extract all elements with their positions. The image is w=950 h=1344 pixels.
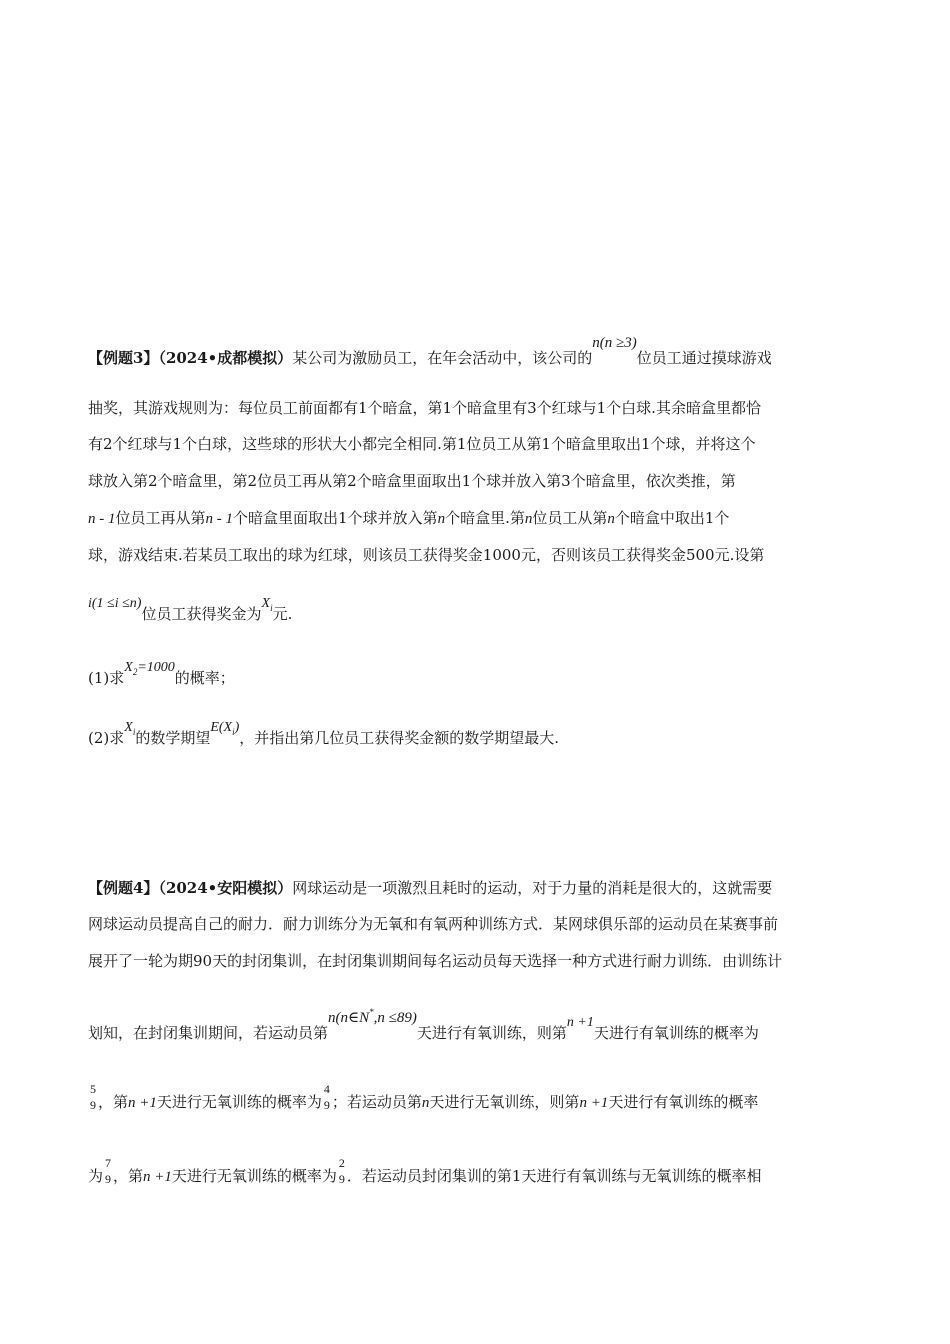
- q2-expectation: [210, 720, 239, 735]
- ex3-line-2: 抽奖，其游戏规则为：每位员工前面都有1个暗盒，第1个暗盒里有3个红球与1个白球.其余暗盒里都恰: [88, 399, 761, 417]
- ex4-text: 为: [88, 1167, 104, 1185]
- ex3-math-n-minus-1b: n - 1: [205, 511, 234, 527]
- ex4-line-5: [88, 1082, 868, 1118]
- q2-text: 的数学期望: [135, 729, 211, 747]
- ex3-line-4: 球放入第2个暗盒里，第2位员工再从第2个暗盒里面取出1个球并放入第3个暗盒里，依次类推，第: [88, 472, 736, 490]
- q2-label: (2)求: [88, 729, 125, 747]
- ex4-math: n(n∈N: [328, 1010, 370, 1026]
- frac-num: 2: [338, 1156, 345, 1170]
- ex3-x-sub: i: [270, 603, 273, 613]
- frac-num: 5: [90, 1082, 96, 1096]
- ex3-text: 位员工获得奖金为: [141, 605, 262, 623]
- q2-text-tail: ，并指出第几位员工获得奖金额的数学期望最大.: [239, 729, 560, 747]
- ex3-line-7: [88, 596, 868, 630]
- ex4-line-4: [88, 1007, 868, 1045]
- ex4-text: ．若运动员封闭集训的第1天进行有氧训练与无氧训练的概率相: [346, 1167, 762, 1185]
- fraction-5-9: [90, 1082, 96, 1112]
- ex3-math-n: n: [437, 511, 446, 527]
- q2-xi: [124, 720, 135, 735]
- ex3-i-range: i(1 ≤i ≤n): [88, 596, 142, 611]
- ex3-tag: 【例题3】: [88, 349, 159, 367]
- q1-eq: =1000: [137, 660, 175, 675]
- ex4-text: 天进行有氧训练的概率为: [593, 1024, 759, 1042]
- ex3-line-6: 球，游戏结束.若某员工取出的球为红球，则该员工获得奖金1000元，否则该员工获得奖金500元.设第: [88, 546, 765, 564]
- q1-x-sub: 2: [132, 667, 138, 677]
- ex4-tag: 【例题4】: [88, 879, 159, 897]
- ex4-text: 天进行无氧训练，则第: [429, 1093, 580, 1111]
- ex4-source: （2024•安阳模拟）: [158, 879, 293, 897]
- ex4-text: ，第: [98, 1093, 129, 1111]
- ex4-line-6: [88, 1156, 868, 1192]
- fraction-7-9: [105, 1156, 111, 1186]
- ex4-text: 天进行无氧训练的概率为: [156, 1093, 322, 1111]
- q2-x-sub: i: [132, 727, 136, 737]
- ex3-text: 位员工再从第: [115, 509, 206, 527]
- ex3-question-2: [88, 720, 868, 754]
- ex3-line-1: [88, 335, 868, 369]
- fraction-4-9: [324, 1082, 330, 1112]
- ex4-text: 天进行有氧训练，则第: [416, 1024, 567, 1042]
- frac-den: 9: [105, 1172, 112, 1186]
- q2-x: X: [124, 720, 133, 735]
- ex3-text: 个暗盒里.第: [445, 509, 525, 527]
- q1-x2: [124, 660, 175, 675]
- ex3-intro-tail: 位员工通过摸球游戏: [636, 349, 772, 367]
- q1-label: (1)求: [88, 669, 125, 687]
- frac-den: 9: [338, 1172, 345, 1186]
- frac-den: 9: [90, 1098, 96, 1112]
- q2-e: E(X: [210, 720, 233, 735]
- ex4-n-plus-1: n +1: [579, 1095, 609, 1111]
- ex4-n-condition: [328, 1007, 417, 1026]
- ex4-text: ；若运动员第: [331, 1093, 422, 1111]
- ex3-text: 位员工从第: [532, 509, 608, 527]
- fraction-2-9: [339, 1156, 345, 1186]
- q2-e-sub: i: [232, 727, 235, 737]
- q1-text: 的概率；: [174, 669, 235, 687]
- frac-num: 7: [105, 1156, 112, 1170]
- ex4-line-2: 网球运动员提高自己的耐力．耐力训练分为无氧和有氧两种训练方式．某网球俱乐部的运动员在某赛事前: [88, 915, 779, 933]
- ex4-n-plus-1: n +1: [143, 1169, 172, 1185]
- ex4-text: 网球运动是一项激烈且耗时的运动，对于力量的消耗是很大的，这就需要: [292, 879, 773, 897]
- ex4-text: 天进行无氧训练的概率为: [171, 1167, 337, 1185]
- ex3-math-n: n: [607, 511, 615, 527]
- ex3-math-n-minus-1: n - 1: [88, 511, 116, 527]
- ex3-question-1: [88, 660, 868, 694]
- ex4-n-plus-1: n +1: [128, 1095, 157, 1111]
- frac-num: 4: [323, 1082, 330, 1096]
- ex3-intro: 某公司为激励员工，在年会活动中，该公司的: [292, 349, 593, 367]
- ex4-text: 划知，在封闭集训期间，若运动员第: [88, 1024, 329, 1042]
- q1-x: X: [124, 660, 133, 675]
- ex4-star: *: [369, 1007, 374, 1017]
- ex3-math-n: n: [524, 511, 533, 527]
- ex4-line-1: [88, 878, 868, 898]
- ex3-n-condition: n(n ≥3): [592, 335, 637, 351]
- ex3-text: 元.: [272, 605, 293, 623]
- frac-den: 9: [323, 1098, 330, 1112]
- ex4-n: n: [421, 1095, 430, 1111]
- ex3-line-5: [88, 508, 868, 529]
- ex3-source: （2024•成都模拟）: [158, 349, 293, 367]
- ex4-line-3: 展开了一轮为期90天的封闭集训，在封闭集训期间每名运动员每天选择一种方式进行耐力训练．由训练计: [88, 952, 783, 970]
- ex3-xi: [262, 596, 273, 611]
- q2-e-close: ): [234, 720, 240, 735]
- ex3-line-3: 有2个红球与1个白球，这些球的形状大小都完全相同.第1位员工从第1个暗盒里取出1个球，并将这个: [88, 435, 756, 453]
- ex3-x: X: [261, 596, 271, 611]
- ex4-text: 天进行有氧训练的概率: [608, 1093, 759, 1111]
- ex3-text: 个暗盒中取出1个: [614, 509, 730, 527]
- ex4-text: ，第: [113, 1167, 144, 1185]
- ex3-text: 个暗盒里面取出1个球并放入第: [233, 509, 438, 527]
- ex4-n-plus-1: n +1: [566, 1015, 594, 1030]
- ex4-math: ,n ≤89): [373, 1010, 417, 1026]
